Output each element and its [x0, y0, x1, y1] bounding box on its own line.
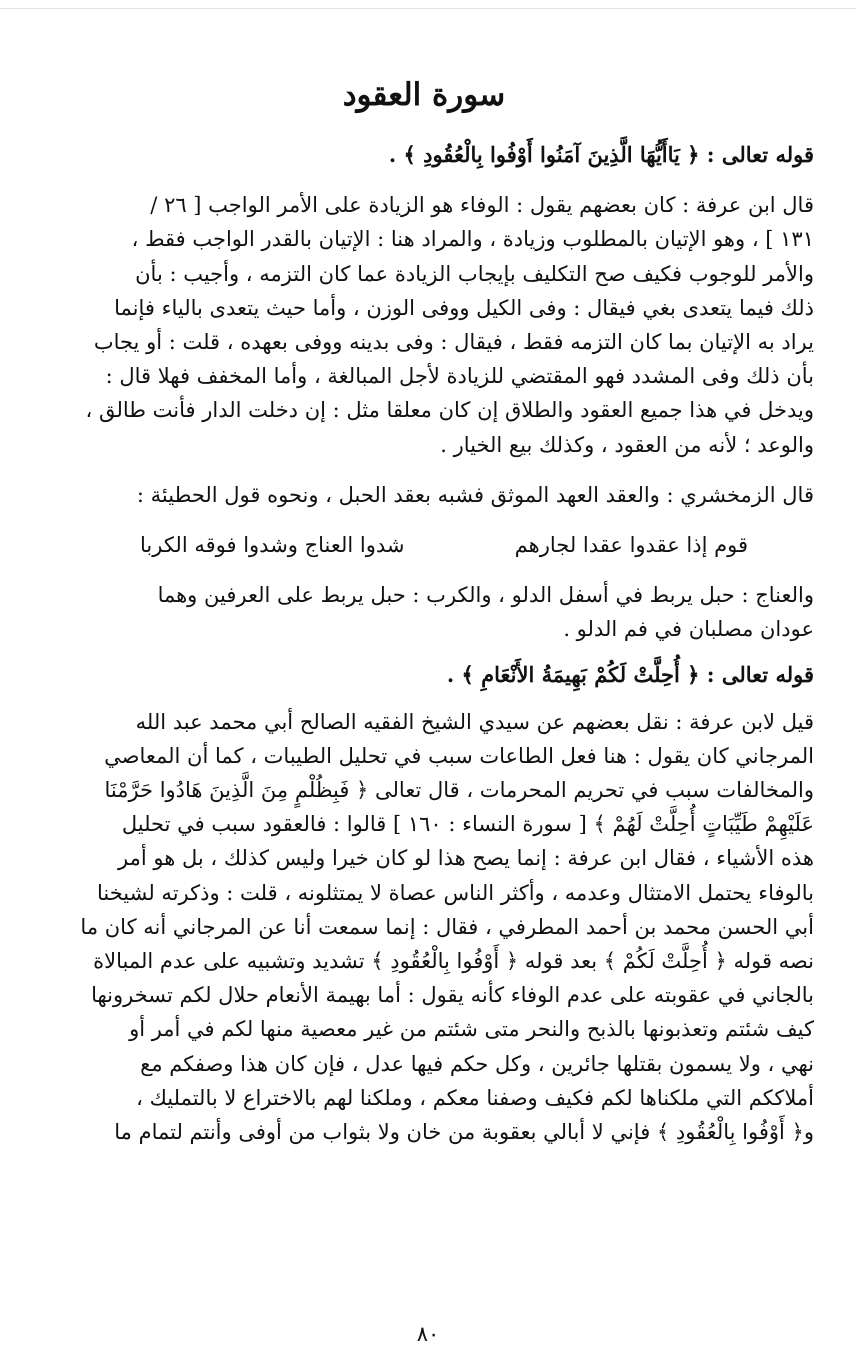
text-line: نهي ، ولا يسمون بقتلها جائرين ، وكل حكم فيها عدل ، فإن كان هذا وصفكم مع [140, 1051, 814, 1076]
page-edge-line [0, 8, 856, 9]
poem-second-hemistich: شدوا العناج وشدوا فوقه الكربا [140, 533, 405, 558]
poem-first-hemistich: قوم إذا عقدوا عقدا لجارهم [514, 533, 748, 558]
text-line: قيل لابن عرفة : نقل بعضهم عن سيدي الشيخ الفقيه الصالح أبي محمد عبد الله [135, 709, 814, 734]
text-line: عَلَيْهِمْ طَيِّبَاتٍ أُحِلَّتْ لَهُمْ ﴾ [ سورة النساء : ١٦٠ ] قالوا : فالعقود سبب في تحليل [121, 812, 814, 837]
verse-heading-2: قوله تعالى : ﴿ أُحِلَّتْ لَكُمْ بَهِيمَةُ الأَنْعَامِ ﴾ . [446, 662, 814, 688]
text-line: والعناج : حبل يربط في أسفل الدلو ، والكرب : حبل يربط على العرفين وهما [157, 583, 814, 608]
verse-heading-1: قوله تعالى : ﴿ يَاأَيُّهَا الَّذِينَ آمَنُوا أَوْفُوا بِالْعُقُودِ ﴾ . [388, 142, 814, 167]
text-line: بالوفاء يحتمل الامتثال وعدمه ، وأكثر الناس عصاة لا يمتثلونه ، قلت : وذكرته لشيخنا [97, 880, 814, 905]
text-line: أبي الحسن محمد بن أحمد المطرفي ، فقال : إنما سمعت أنا عن المرجاني أنه كان ما [80, 914, 814, 939]
text-line: المرجاني كان يقول : هنا فعل الطاعات سبب في تحليل الطيبات ، كما أن المعاصي [104, 743, 814, 768]
text-line: والمخالفات سبب في تحريم المحرمات ، قال تعالى ﴿ فَبِظُلْمٍ مِنَ الَّذِينَ هَادُوا حَرَّمْنَا [104, 778, 814, 803]
commentary-paragraph-1 [34, 188, 814, 462]
text-line: بأن ذلك وفى المشدد فهو المقتضي للزيادة لأجل المبالغة ، وأما المخفف فهلا قال : [105, 364, 814, 389]
surah-title: سورة العقود [342, 77, 506, 113]
text-line: أملاككم التي ملكناها لكم فكيف وصفنا معكم ، وملكنا لهم بالاختراع لا بالتمليك ، [136, 1085, 814, 1110]
commentary-paragraph-3 [34, 578, 814, 646]
text-line: و﴿ أَوْفُوا بِالْعُقُودِ ﴾ فإني لا أبالي بعقوبة من خان ولا بثواب من أوفى وأنتم لتمام ما [114, 1120, 814, 1145]
text-line: والأمر للوجوب فكيف صح التكليف بإيجاب الزيادة عما كان التزمه ، وأجيب : بأن [135, 261, 814, 286]
text-line: قال ابن عرفة : كان بعضهم يقول : الوفاء هو الزيادة على الأمر الواجب [ ٢٦ / [150, 193, 814, 218]
poem-verse [140, 528, 748, 562]
commentary-paragraph-4 [34, 705, 814, 1150]
text-line: ويدخل في هذا جميع العقود والطلاق إن كان معلقا مثل : إن دخلت الدار فأنت طالق ، [85, 398, 814, 423]
commentary-paragraph-2: قال الزمخشري : والعقد العهد الموثق فشبه بعقد الحبل ، ونحوه قول الحطيئة : [136, 482, 814, 507]
text-line: نصه قوله ﴿ أُحِلَّتْ لَكُمْ ﴾ بعد قوله ﴿ أَوْفُوا بِالْعُقُودِ ﴾ تشديد وتشبيه على عدم المبالاة [93, 949, 814, 974]
text-line: عودان مصلبان في فم الدلو . [563, 617, 814, 642]
text-line: كيف شئتم وتعذبونها بالذبح والنحر متى شئتم من غير معصية منها لكم في أمر أو [129, 1017, 814, 1042]
text-line: ١٣١ ] ، وهو الإتيان بالمطلوب وزيادة ، والمراد هنا : الإتيان بالقدر الواجب فقط ، [131, 227, 814, 252]
text-line: هذه الأشياء ، فقال ابن عرفة : إنما يصح هذا لو كان خيرا وليس كذلك ، بل هو أمر [118, 846, 814, 871]
text-line: يراد به الإتيان بما كان التزمه فقط ، فيقال : وفى بدينه ووفى بعهده ، قلت : أو يجاب [93, 330, 814, 355]
text-line: بالجاني في عقوبته على عدم الوفاء كأنه يقول : أما بهيمة الأنعام حلال لكم تسخرونها [91, 983, 814, 1008]
text-line: ذلك فيما يتعدى بغي فيقال : وفى الكيل ووفى الوزن ، وأما حيث يتعدى بالياء فإنما [114, 295, 814, 320]
page-number: ٨٠ [416, 1322, 440, 1346]
text-line: والوعد ؛ لأنه من العقود ، وكذلك بيع الخيار . [440, 432, 814, 457]
